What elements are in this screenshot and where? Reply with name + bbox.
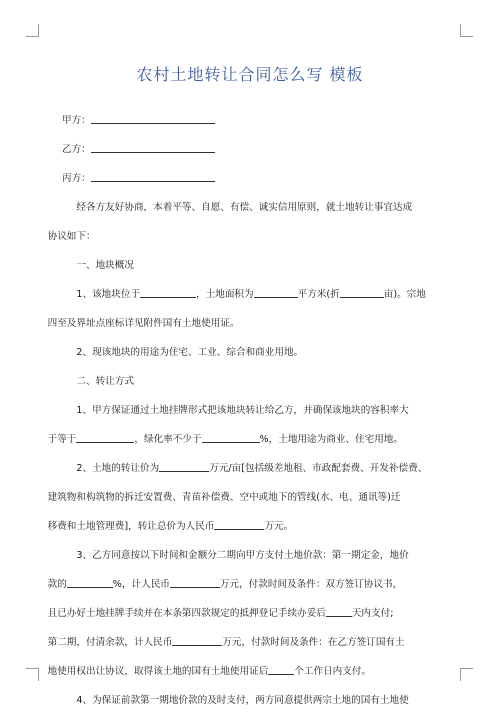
text: 1、甲方保证通过土地挂牌形式把该地块转让给乙方，并确保该地块的容积率大 — [76, 405, 409, 416]
text: %，土地用途为商业、住宅用地。 — [259, 434, 403, 445]
party-a-label: 甲方： — [62, 115, 91, 126]
text: 天内支付; — [351, 608, 394, 619]
plot-ratio-blank — [76, 431, 134, 443]
text: 个工作日内支付。 — [294, 666, 372, 677]
location-blank — [140, 286, 196, 298]
text: 万元/亩[包括级差地租、市政配套费、开发补偿费、 — [209, 463, 428, 474]
line — [48, 628, 405, 657]
party-c-label: 丙方： — [62, 173, 91, 184]
crop-mark-top-right — [460, 24, 473, 37]
crop-mark-top-left — [26, 24, 39, 37]
section-1-paragraph-1 — [47, 280, 438, 338]
text: 建筑物和构筑物的拆迁安置费、青苗补偿费、空中或地下的管线(水、电、通讯等)迁 — [47, 492, 401, 503]
price-per-mu-blank — [159, 460, 209, 472]
document-body — [47, 106, 438, 715]
party-b-label: 乙方： — [62, 144, 91, 155]
deposit-days-blank — [326, 605, 352, 617]
text: 四至及界址点座标详见附件国有土地使用证。 — [47, 318, 240, 329]
text: %，计人民币 — [112, 579, 170, 590]
text: ，绿化率不少于 — [134, 434, 202, 445]
section-1-heading: 一、地块概况 — [76, 260, 134, 271]
line — [48, 570, 403, 599]
total-price-blank — [214, 518, 264, 530]
text: 款的 — [47, 579, 67, 590]
deposit-percent-blank — [67, 576, 113, 588]
section-2-paragraph-4: 4、为保证前款第一期地价款的及时支付，两方同意提供两宗土地的国有土地使 — [76, 695, 409, 706]
document-title: 农村土地转让合同怎么写 模板 — [136, 65, 364, 84]
line — [48, 599, 394, 628]
text: 万元。 — [264, 521, 294, 532]
balance-days-blank — [268, 663, 294, 675]
text: 1、该地块位于 — [76, 289, 141, 300]
mu-blank — [340, 286, 384, 298]
party-a-line — [62, 106, 438, 135]
intro-paragraph — [47, 193, 438, 251]
section-2-paragraph-1 — [47, 396, 438, 454]
text: 于等于 — [47, 434, 77, 445]
balance-amount-blank — [172, 634, 222, 646]
text: 第二期，付清余款，计人民币 — [47, 637, 173, 648]
area-blank — [254, 286, 298, 298]
text: 且已办好土地挂牌手续并在本条第四款规定的抵押登记手续办妥后 — [47, 608, 326, 619]
section-2-heading: 二、转让方式 — [76, 376, 134, 387]
deposit-amount-blank — [170, 576, 220, 588]
text: 万元，付款时间及条件：双方签订协议书， — [219, 579, 403, 590]
intro-text-1: 经各方友好协商，本着平等、自愿、有偿、诚实信用原则，就土地转让事宜达成 — [76, 202, 413, 213]
party-b-blank — [91, 140, 215, 153]
text: 移费和土地管理费]，转让总价为人民币 — [47, 521, 215, 532]
text: 万元，付款时间及条件：在乙方签订国有土 — [222, 637, 405, 648]
crop-mark-bottom-right — [460, 668, 473, 681]
crop-mark-bottom-left — [26, 668, 39, 681]
text: 平方米(折 — [297, 289, 340, 300]
line — [48, 425, 403, 454]
section-2-paragraph-3 — [47, 541, 438, 686]
text: ，土地面积为 — [196, 289, 254, 300]
party-a-blank — [91, 111, 215, 124]
party-c-blank — [91, 169, 215, 182]
party-b-line — [62, 135, 438, 164]
party-c-line — [62, 164, 438, 193]
text: 3、乙方同意按以下时间和金额分二期向甲方支付土地价款：第一期定金，地价 — [76, 550, 409, 561]
intro-text-2: 协议如下： — [47, 231, 96, 242]
text: 亩)。宗地 — [383, 289, 426, 300]
line — [48, 512, 294, 541]
section-2-paragraph-2 — [47, 454, 438, 541]
green-rate-blank — [202, 431, 260, 443]
line — [48, 657, 371, 686]
text: 2、土地的转让价为 — [76, 463, 160, 474]
section-1-paragraph-2: 2、现该地块的用途为住宅、工业、综合和商业用地。 — [76, 347, 304, 358]
text: 地使用权出让协议，取得该土地的国有土地使用证后 — [47, 666, 269, 677]
